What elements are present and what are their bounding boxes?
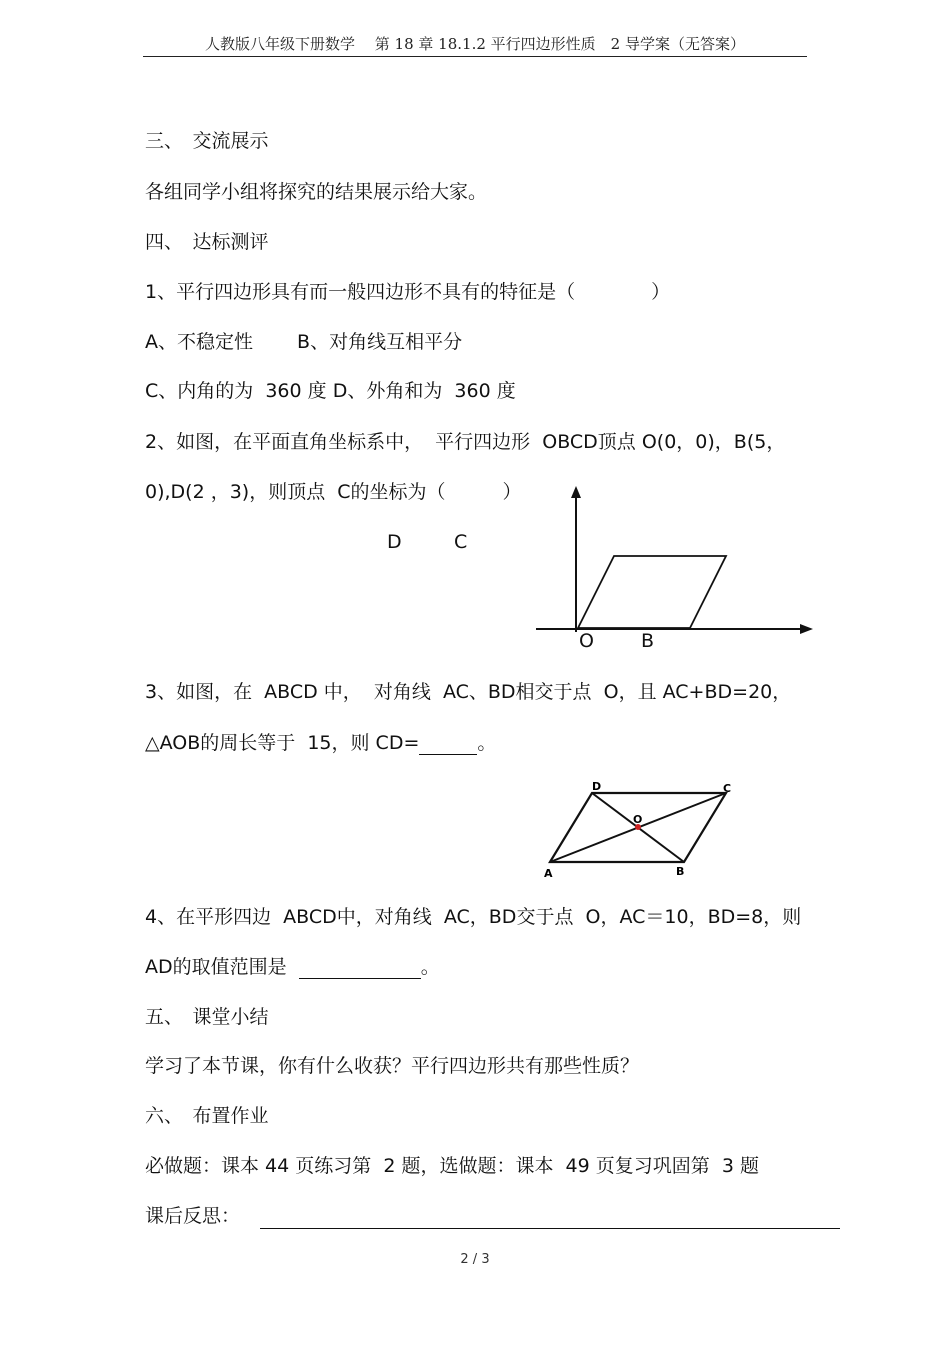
reflection-blank[interactable] <box>260 1228 840 1229</box>
fig2-label-o: O <box>633 813 643 826</box>
fig2-label-a: A <box>544 867 553 880</box>
answer-blank-ad-range[interactable] <box>299 958 421 979</box>
parallelogram-figure <box>540 775 740 885</box>
page-number: 2 / 3 <box>460 1252 490 1267</box>
fig2-label-c: C <box>723 782 732 795</box>
coordinate-figure <box>530 480 820 660</box>
x-axis-arrow <box>800 624 813 634</box>
parallelogram-obcd <box>578 556 726 628</box>
fig2-label-d: D <box>592 780 602 793</box>
question-1-options-cd: C、内角的为 360 度 D、外角和为 360 度 <box>145 380 516 402</box>
fig1-label-o: O <box>579 630 594 652</box>
section-5-title: 五、 课堂小结 <box>145 1006 269 1028</box>
question-4-line-2 <box>145 955 440 979</box>
page-header: 人教版八年级下册数学 第 18 章 18.1.2 平行四边形性质 2 导学案（无答案） <box>143 34 807 57</box>
section-3-title: 三、 交流展示 <box>145 130 269 152</box>
section-5-text: 学习了本节课，你有什么收获？平行四边形共有那些性质？ <box>145 1055 640 1077</box>
fig1-label-b: B <box>641 630 655 652</box>
question-2-line-1: 2、如图，在平面直角坐标系中， 平行四边形 OBCD顶点 O(0，0)，B(5， <box>145 431 786 453</box>
question-4-line-1: 4、在平形四边 ABCD中，对角线 AC，BD交于点 O，AC＝10，BD=8，则 <box>145 906 802 928</box>
fig1-label-c: C <box>454 531 468 553</box>
fig2-label-b: B <box>676 865 685 878</box>
question-1: 1、平行四边形具有而一般四边形不具有的特征是（ ） <box>145 281 671 303</box>
reflection-label: 课后反思： <box>145 1205 241 1227</box>
fig1-label-d: D <box>387 531 402 553</box>
question-3-line-1: 3、如图，在 ABCD 中， 对角线 AC、BD相交于点 O，且 AC+BD=20， <box>145 681 792 703</box>
section-3-text: 各组同学小组将探究的结果展示给大家。 <box>145 181 488 203</box>
y-axis-arrow <box>571 486 581 498</box>
question-3-period: 。 <box>477 732 497 754</box>
section-6-text: 必做题：课本 44 页练习第 2 题，选做题：课本 49 页复习巩固第 3 题 <box>145 1155 759 1177</box>
reflection-line <box>145 1204 240 1228</box>
question-3-line-2 <box>145 731 496 755</box>
section-4-title: 四、 达标测评 <box>145 231 269 253</box>
question-1-options-ab: A、不稳定性 B、对角线互相平分 <box>145 331 463 353</box>
answer-blank-cd[interactable] <box>419 734 477 755</box>
section-6-title: 六、 布置作业 <box>145 1105 269 1127</box>
question-2-line-2: 0),D(2 ，3)，则顶点 C的坐标为（ ） <box>145 481 522 503</box>
question-3-text: △AOB的周长等于 15，则 CD= <box>145 732 420 754</box>
question-4-period: 。 <box>420 956 440 978</box>
question-4-text: AD的取值范围是 <box>145 956 299 978</box>
